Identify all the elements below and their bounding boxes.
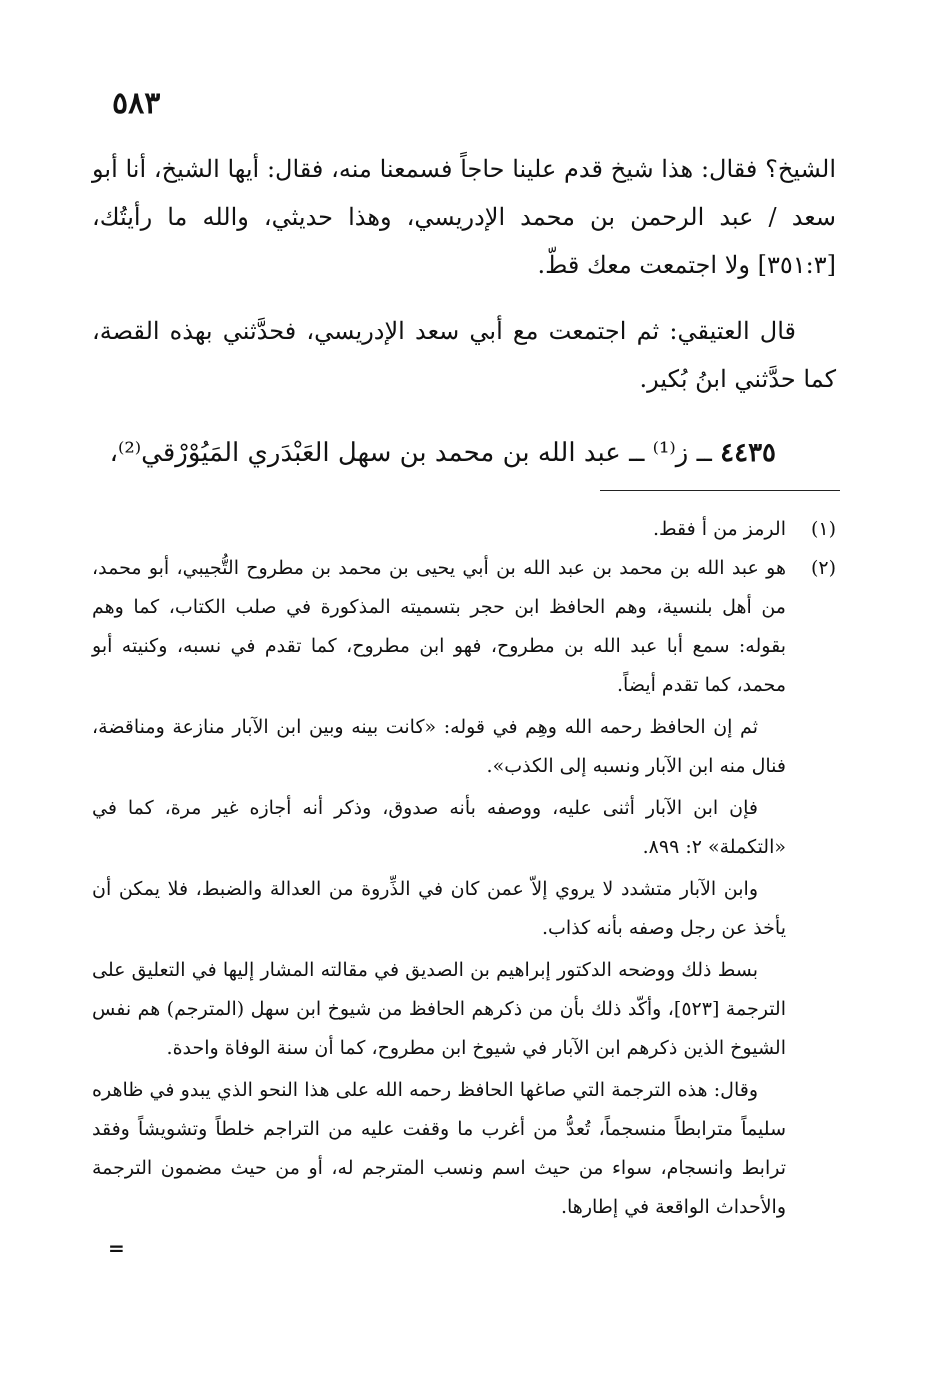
continuation-mark: = [108, 1236, 125, 1260]
footnote-marker: (١) [810, 518, 836, 540]
footnote-paragraph: بسط ذلك ووضحه الدكتور إبراهيم بن الصديق في مقالته المشار إليها في التعليق على الترجمة [٥٢٣]، وأكّد ذلك بأن من ذكرهم الحافظ من شيوخ ابن سهل (المترجم) هم نفس الشيوخ الذين ذكرهم ابن الآبار في شيوخ ابن مطروح، كما أن سنة الوفاة واحدة. [92, 959, 786, 1059]
footnote-body [92, 549, 786, 1227]
entry-title: ــ ز⁽¹⁾ ــ عبد الله بن محمد بن سهل العَبْدَري المَيُوْرْقي⁽²⁾، [109, 438, 721, 468]
footnote-paragraph: وابن الآبار متشدد لا يروي إلاّ عمن كان في الذِّروة من العدالة والضبط، فلا يمكن أن يأخذ عن رجل وصفه بأنه كذاب. [92, 878, 786, 939]
biography-entry-heading [92, 429, 836, 477]
footnote-2 [92, 549, 836, 1227]
footnote-1 [92, 510, 836, 549]
footnote-body [92, 510, 786, 549]
footnote-paragraph: وقال: هذه الترجمة التي صاغها الحافظ رحمه الله على هذا النحو الذي يبدو في ظاهره سليماً مترابطاً منسجماً، تُعدُّ من أغرب ما وقفت عليه من التراجم خلطاً وتشويشاً وفقد ترابط وانسجام، سواء من حيث اسم ونسب المترجم له، أو من حيث مضمون الترجمة والأحداث الواقعة في إطارها. [92, 1079, 786, 1218]
footnote-marker: (٢) [810, 557, 836, 579]
footnotes [92, 510, 836, 1227]
footnote-separator [600, 490, 840, 491]
page-number: ٥٨٣ [112, 86, 161, 121]
entry-number: ٤٤٣٥ [720, 438, 776, 468]
footnote-paragraph: هو عبد الله بن محمد بن عبد الله بن أبي يحيى بن محمد بن مطروح التُّجيبي، أبو محمد، من أهل بلنسية، وهم الحافظ ابن حجر بتسميته المذكورة في صلب الكتاب، كما وهم بقوله: سمع أبا عبد الله بن مطروح، فهو ابن مطروح، كما تقدم في نسبه، وكنيته أبو محمد، كما تقدم أيضاً. [92, 557, 786, 696]
main-paragraph-1: الشيخ؟ فقال: هذا شيخ قدم علينا حاجاً فسمعنا منه، فقال: أيها الشيخ، أنا أبو سعد / عبد الرحمن بن محمد الإدريسي، وهذا حديثي، والله ما رأيتُك، [٣٥١:٣] ولا اجتمعت معك قطّ. [92, 155, 836, 279]
footnote-paragraph: الرمز من أ فقط. [652, 518, 786, 540]
main-text [92, 145, 836, 477]
main-paragraph-2: قال العتيقي: ثم اجتمعت مع أبي سعد الإدريسي، فحدَّثني بهذه القصة، كما حدَّثني ابنُ بُكير. [92, 317, 836, 393]
footnote-paragraph: فإن ابن الآبار أثنى عليه، ووصفه بأنه صدوق، وذكر أنه أجازه غير مرة، كما في «التكملة» ٢: ٨٩٩. [92, 797, 786, 858]
footnote-paragraph: ثم إن الحافظ رحمه الله وهِم في قوله: «كانت بينه وبين ابن الآبار منازعة ومناقضة، فنال منه ابن الآبار ونسبه إلى الكذب». [92, 716, 786, 777]
